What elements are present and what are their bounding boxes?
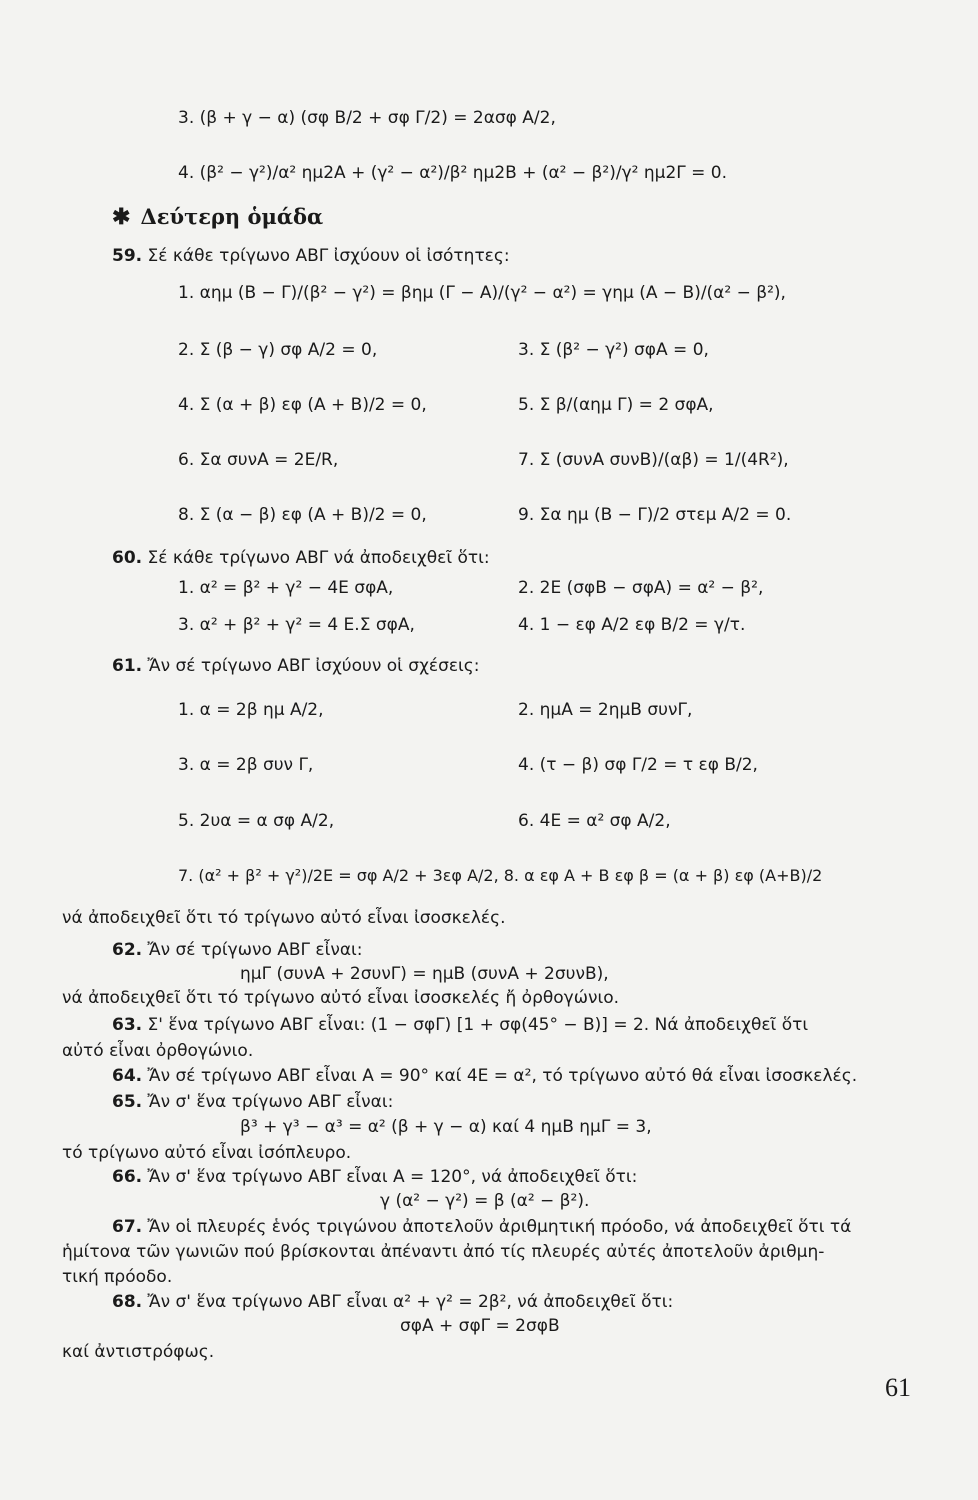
exercise-number: 59. <box>112 246 143 266</box>
eq-60-3: 3. α² + β² + γ² = 4 Ε.Σ σφΑ, <box>178 615 415 635</box>
eq-68: σφΑ + σφΓ = 2σφΒ <box>400 1316 560 1336</box>
eq-65: β³ + γ³ − α³ = α² (β + γ − α) καί 4 ημΒ ημΓ = 3, <box>240 1117 652 1137</box>
exercise-59 <box>112 246 510 266</box>
exercise-text: Ἄν σ' ἕνα τρίγωνο ΑΒΓ εἶναι Α = 120°, νά ἀποδειχθεῖ ὅτι: <box>147 1167 638 1187</box>
star-icon: ✱ <box>112 204 131 230</box>
eq-61-3: 3. α = 2β συν Γ, <box>178 755 314 775</box>
eq-59-6: 6. Σα συνΑ = 2E/R, <box>178 450 339 470</box>
exercise-number: 62. <box>112 940 143 960</box>
exercise-text: Ἄν σ' ἕνα τρίγωνο ΑΒΓ εἶναι α² + γ² = 2β², νά ἀποδειχθεῖ ὅτι: <box>147 1292 674 1312</box>
exercise-67-line2: ἡμίτονα τῶν γωνιῶν πού βρίσκονται ἀπέναντι ἀπό τίς πλευρές αὐτές ἀποτελοῦν ἀριθμη- <box>62 1242 825 1262</box>
eq-59-5: 5. Σ β/(αημ Γ) = 2 σφΑ, <box>518 395 714 415</box>
eq-59-8: 8. Σ (α − β) εφ (A + B)/2 = 0, <box>178 505 427 525</box>
exercise-text: Σ' ἕνα τρίγωνο ΑΒΓ εἶναι: (1 − σφΓ) [1 + σφ(45° − Β)] = 2. Νά ἀποδειχθεῖ ὅτι <box>147 1015 809 1035</box>
eq-4: 4. (β² − γ²)/α² ημ2Α + (γ² − α²)/β² ημ2Β + (α² − β²)/γ² ημ2Γ = 0. <box>178 163 728 183</box>
exercise-67-line3: τική πρόοδο. <box>62 1267 173 1287</box>
exercise-61-conclusion: νά ἀποδειχθεῖ ὅτι τό τρίγωνο αὐτό εἶναι ἰσοσκελές. <box>62 908 506 928</box>
exercise-text: Σέ κάθε τρίγωνο ΑΒΓ νά ἀποδειχθεῖ ὅτι: <box>147 548 490 568</box>
exercise-60 <box>112 548 490 568</box>
exercise-number: 61. <box>112 656 143 676</box>
eq-61-5: 5. 2υα = α σφ A/2, <box>178 811 335 831</box>
eq-61-4: 4. (τ − β) σφ Γ/2 = τ εφ B/2, <box>518 755 758 775</box>
exercise-62-conclusion: νά ἀποδειχθεῖ ὅτι τό τρίγωνο αὐτό εἶναι ἰσοσκελές ἤ ὀρθογώνιο. <box>62 988 620 1008</box>
eq-60-2: 2. 2Ε (σφΒ − σφΑ) = α² − β², <box>518 578 764 598</box>
eq-59-4: 4. Σ (α + β) εφ (A + B)/2 = 0, <box>178 395 427 415</box>
eq-59-7: 7. Σ (συνΑ συνΒ)/(αβ) = 1/(4R²), <box>518 450 789 470</box>
eq-61-2: 2. ημΑ = 2ημΒ συνΓ, <box>518 700 693 720</box>
eq-61-7: 7. (α² + β² + γ²)/2E = σφ A/2 + 3εφ A/2, 8. α εφ Α + Β εφ β = (α + β) εφ (A+B)/2 <box>178 866 823 885</box>
exercise-number: 67. <box>112 1217 143 1237</box>
exercise-63 <box>112 1015 808 1035</box>
exercise-number: 66. <box>112 1167 143 1187</box>
eq-59-3: 3. Σ (β² − γ²) σφΑ = 0, <box>518 340 709 360</box>
exercise-62 <box>112 940 363 960</box>
eq-59-1: 1. αημ (Β − Γ)/(β² − γ²) = βημ (Γ − Α)/(γ² − α²) = γημ (Α − Β)/(α² − β²), <box>178 283 786 303</box>
exercise-number: 64. <box>112 1066 143 1086</box>
exercise-text: Ἄν σέ τρίγωνο ΑΒΓ ἰσχύουν οἱ σχέσεις: <box>147 656 480 676</box>
exercise-number: 68. <box>112 1292 143 1312</box>
section-title: Δεύτερη ὁμάδα <box>140 204 324 229</box>
exercise-66 <box>112 1167 637 1187</box>
exercise-63-conclusion: αὐτό εἶναι ὀρθογώνιο. <box>62 1041 254 1061</box>
section-heading <box>112 204 324 230</box>
exercise-text: Ἄν σέ τρίγωνο ΑΒΓ εἶναι: <box>147 940 363 960</box>
exercise-text: Σέ κάθε τρίγωνο ΑΒΓ ἰσχύουν οἱ ἰσότητες: <box>147 246 510 266</box>
eq-59-2: 2. Σ (β − γ) σφ A/2 = 0, <box>178 340 378 360</box>
exercise-number: 60. <box>112 548 143 568</box>
exercise-number: 65. <box>112 1092 143 1112</box>
eq-60-1: 1. α² = β² + γ² − 4Ε σφΑ, <box>178 578 394 598</box>
exercise-61 <box>112 656 480 676</box>
page-number: 61 <box>885 1373 911 1402</box>
exercise-text: Ἄν σέ τρίγωνο ΑΒΓ εἶναι Α = 90° καί 4Ε = α², τό τρίγωνο αὐτό θά εἶναι ἰσοσκελές. <box>147 1066 858 1086</box>
exercise-68-conclusion: καί ἀντιστρόφως. <box>62 1342 215 1362</box>
exercise-text: Ἄν οἱ πλευρές ἑνός τριγώνου ἀποτελοῦν ἀριθμητική πρόοδο, νά ἀποδειχθεῖ ὅτι τά <box>147 1217 852 1237</box>
exercise-text: Ἄν σ' ἕνα τρίγωνο ΑΒΓ εἶναι: <box>147 1092 394 1112</box>
eq-62: ημΓ (συνΑ + 2συνΓ) = ημΒ (συνΑ + 2συνΒ), <box>240 964 609 984</box>
eq-66: γ (α² − γ²) = β (α² − β²). <box>380 1191 590 1211</box>
eq-60-4: 4. 1 − εφ A/2 εφ B/2 = γ/τ. <box>518 615 746 635</box>
exercise-67 <box>112 1217 851 1237</box>
exercise-65 <box>112 1092 393 1112</box>
exercise-68 <box>112 1292 673 1312</box>
exercise-65-conclusion: τό τρίγωνο αὐτό εἶναι ἰσόπλευρο. <box>62 1143 352 1163</box>
eq-61-1: 1. α = 2β ημ A/2, <box>178 700 324 720</box>
eq-59-9: 9. Σα ημ (B − Γ)/2 στεμ A/2 = 0. <box>518 505 792 525</box>
eq-3: 3. (β + γ − α) (σφ B/2 + σφ Γ/2) = 2ασφ A/2, <box>178 108 556 128</box>
exercise-64 <box>112 1066 857 1086</box>
exercise-number: 63. <box>112 1015 143 1035</box>
eq-61-6: 6. 4Ε = α² σφ A/2, <box>518 811 671 831</box>
